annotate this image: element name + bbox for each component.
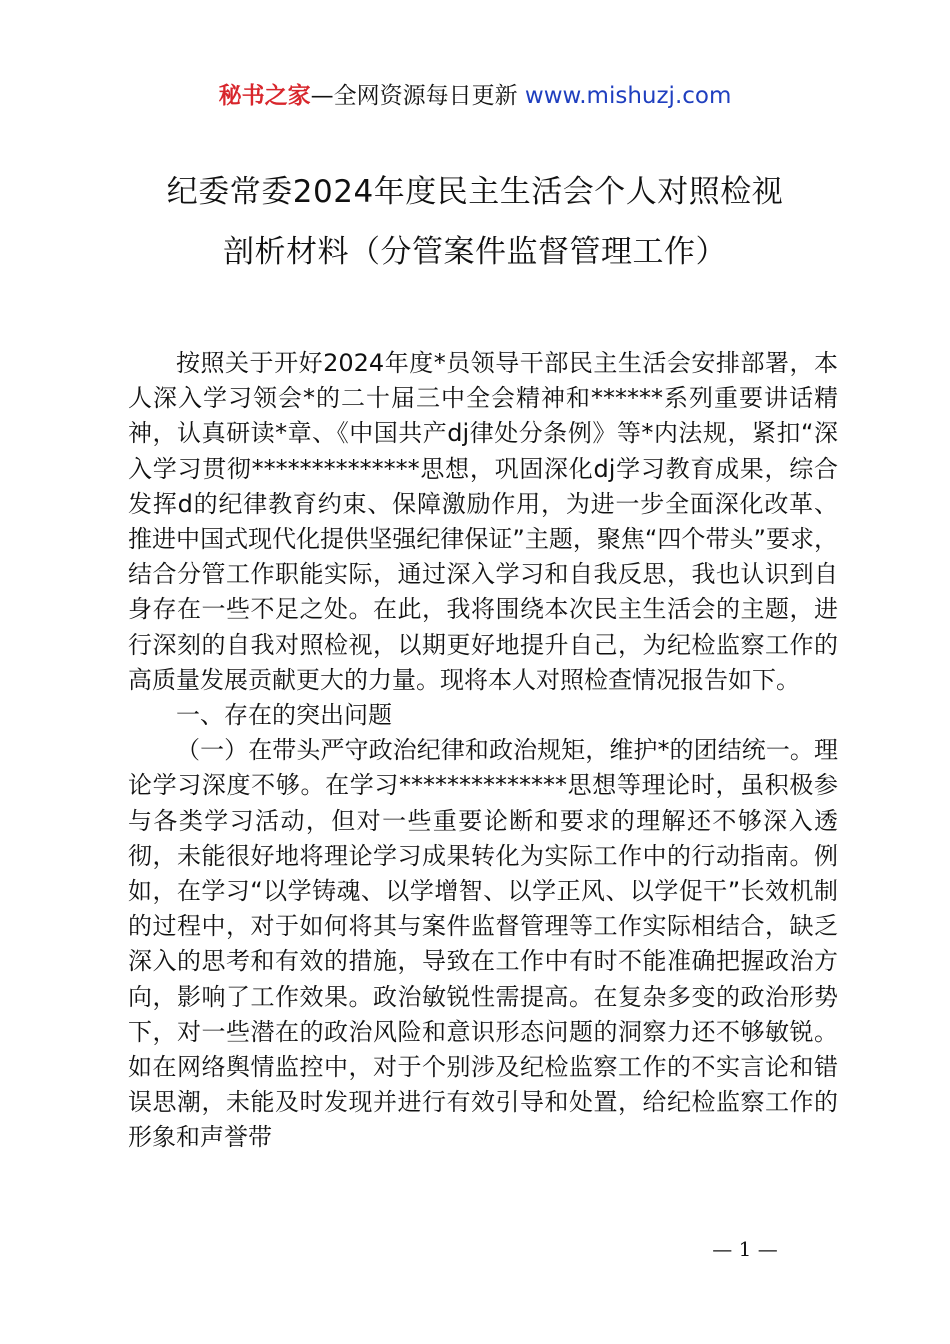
title-line-2: 剖析材料（分管案件监督管理工作） — [223, 234, 727, 270]
site-url-link[interactable]: www.mishuzj.com — [524, 83, 732, 109]
section-paragraph: （一）在带头严守政治纪律和政治规矩，维护*的团结统一。理论学习深度不够。在学习**************思想等理论时，虽积极参与各类学习活动，但对一些重要论断和要求的理解还不够深入透彻，未能很好地将理论学习成果转化为实际工作中的行动指南。例如，在学习“以学铸魂、以学增智、以学正风、以学促干”长效机制的过程中，对于如何将其与案件监督管理等工作实际相结合，缺乏深入的思考和有效的措施，导致在工作中有时不能准确把握政治方向，影响了工作效果。政治敏锐性需提高。在复杂多变的政治形势下，对一些潜在的政治风险和意识形态问题的洞察力还不够敏锐。如在网络舆情监控中，对于个别涉及纪检监察工作的不实言论和错误思潮，未能及时发现并进行有效引导和处置，给纪检监察工作的形象和声誉带 — [128, 736, 838, 1152]
section-heading: 一、存在的突出问题 — [176, 701, 392, 730]
site-header — [0, 80, 950, 112]
header-dash: — — [310, 83, 334, 109]
intro-paragraph: 按照关于开好2024年度*员领导干部民主生活会安排部署，本人深入学习领会*的二十届三中全会精神和******系列重要讲话精神，认真研读*章、《中国共产dj律处分条例》等*内法规，紧扣“深入学习贯彻**************思想，巩固深化dj学习教育成果，综合发挥d的纪律教育约束、保障激励作用，为进一步全面深化改革、推进中国式现代化提供坚强纪律保证”主题，聚焦“四个带头”要求，结合分管工作职能实际，通过深入学习和自我反思，我也认识到自身存在一些不足之处。在此，我将围绕本次民主生活会的主题，进行深刻的自我对照检视，以期更好地提升自己，为纪检监察工作的高质量发展贡献更大的力量。现将本人对照检查情况报告如下。 — [128, 349, 838, 694]
title-line-1: 纪委常委2024年度民主生活会个人对照检视 — [166, 174, 784, 210]
site-brand: 秘书之家 — [218, 83, 311, 109]
document-title — [100, 162, 850, 282]
page-number: — 1 — — [712, 1237, 778, 1261]
document-body — [128, 346, 838, 1156]
header-slogan: 全网资源每日更新 — [333, 83, 525, 109]
